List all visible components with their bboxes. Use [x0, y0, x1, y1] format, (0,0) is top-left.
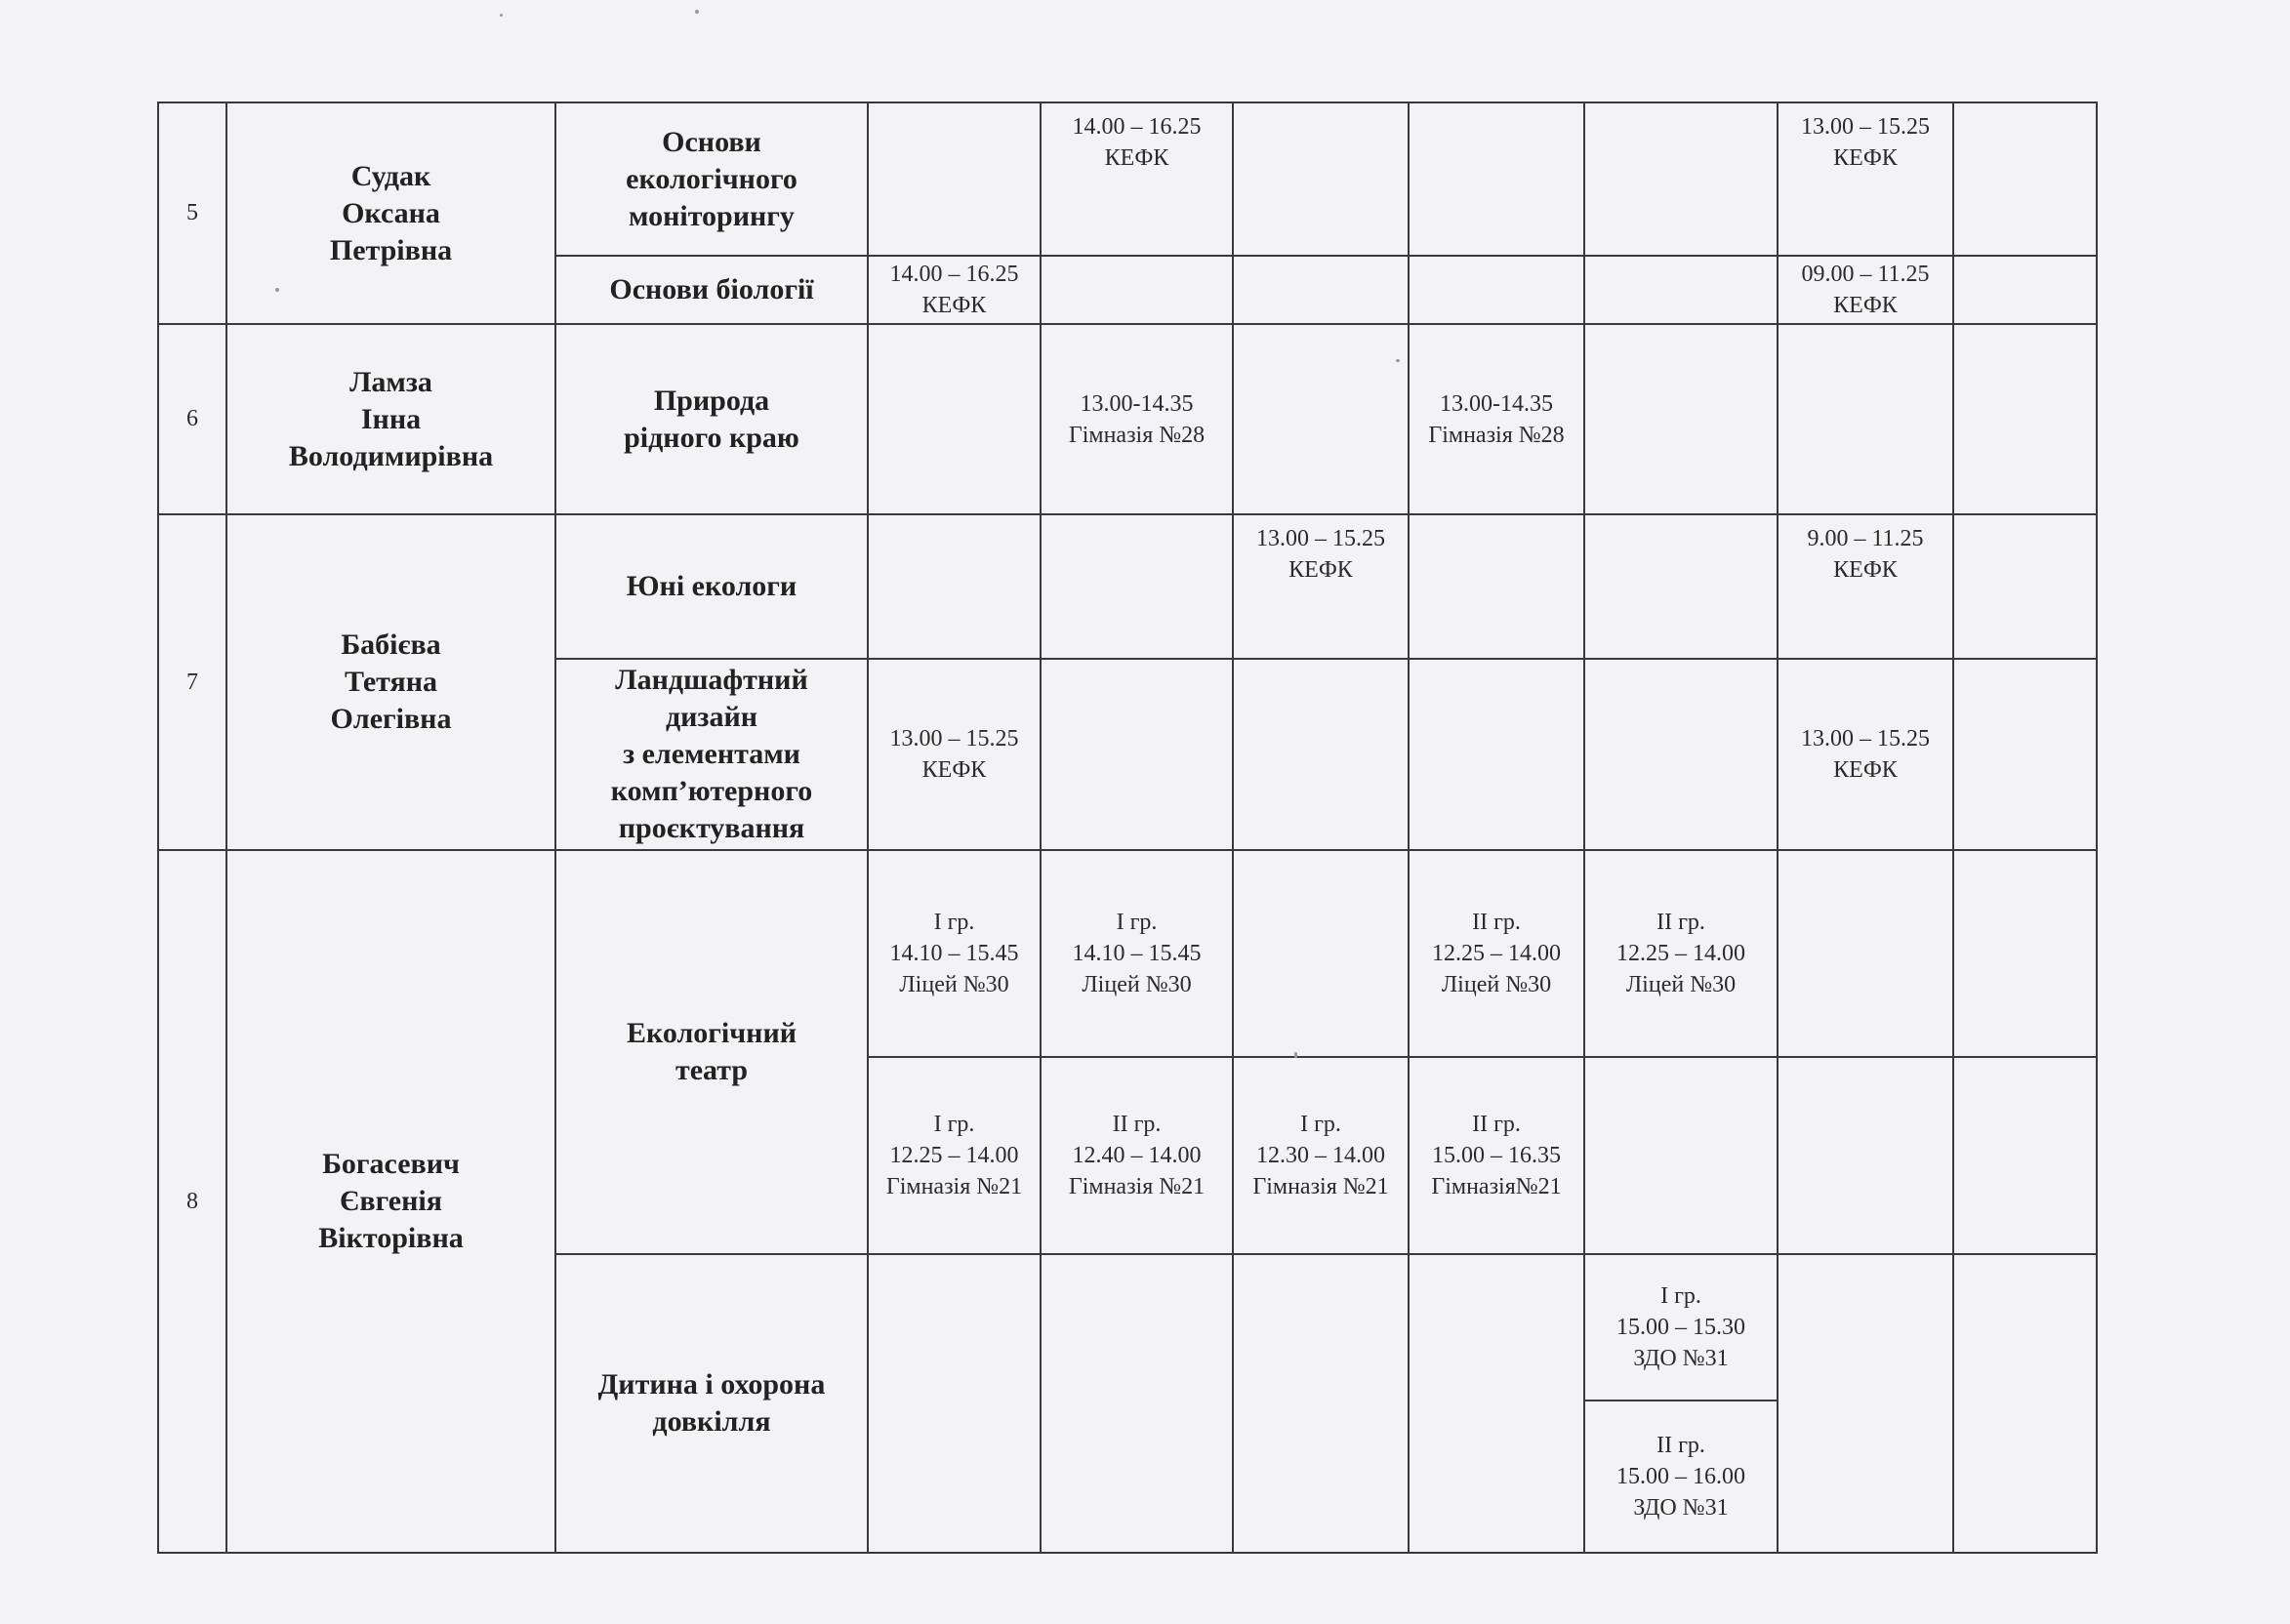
schedule-cell: I гр. 14.10 – 15.45 Ліцей №30	[868, 850, 1041, 1057]
schedule-cell	[1953, 1254, 2097, 1553]
teacher-name: Богасевич Євгенія Вікторівна	[226, 850, 555, 1553]
schedule-cell: 13.00-14.35 Гімназія №28	[1409, 324, 1584, 514]
scan-speck	[1396, 359, 1400, 362]
teacher-name: Ламза Інна Володимирівна	[226, 324, 555, 514]
schedule-cell	[1409, 1254, 1584, 1553]
subject-title: Дитина і охорона довкілля	[555, 1254, 868, 1553]
schedule-cell	[1778, 1057, 1953, 1254]
schedule-cell: I гр. 14.10 – 15.45 Ліцей №30	[1041, 850, 1233, 1057]
schedule-cell	[1041, 1254, 1233, 1553]
schedule-cell	[1584, 659, 1778, 850]
schedule-cell	[1584, 324, 1778, 514]
schedule-cell	[1409, 514, 1584, 659]
schedule-cell	[1953, 324, 2097, 514]
schedule-cell	[1233, 1254, 1409, 1553]
schedule-cell	[868, 1254, 1041, 1553]
schedule-cell: I гр. 15.00 – 15.30 ЗДО №31	[1584, 1254, 1778, 1401]
schedule-cell: II гр. 15.00 – 16.35 Гімназія№21	[1409, 1057, 1584, 1254]
schedule-cell	[1584, 102, 1778, 256]
schedule-cell	[1233, 659, 1409, 850]
teacher-number: 8	[158, 850, 226, 1553]
schedule-cell: 13.00 – 15.25 КЕФК	[1778, 102, 1953, 256]
schedule-cell: II гр. 12.25 – 14.00 Ліцей №30	[1584, 850, 1778, 1057]
table-row	[158, 850, 2097, 1057]
schedule-cell: I гр. 12.25 – 14.00 Гімназія №21	[868, 1057, 1041, 1254]
schedule-cell	[1953, 102, 2097, 256]
teacher-name: Бабієва Тетяна Олегівна	[226, 514, 555, 850]
schedule-cell	[1233, 324, 1409, 514]
schedule-cell	[868, 324, 1041, 514]
schedule-cell	[1778, 850, 1953, 1057]
schedule-cell: 13.00 – 15.25 КЕФК	[1233, 514, 1409, 659]
schedule-cell	[1409, 256, 1584, 324]
scan-speck	[500, 14, 503, 17]
schedule-cell	[1584, 256, 1778, 324]
subject-title: Ландшафтний дизайн з елементами комп’ютерного проєктування	[555, 659, 868, 850]
subject-title: Юні екологи	[555, 514, 868, 659]
schedule-cell	[1041, 514, 1233, 659]
schedule-cell	[1953, 1057, 2097, 1254]
schedule-cell	[868, 102, 1041, 256]
teacher-number: 6	[158, 324, 226, 514]
schedule-cell	[1584, 1057, 1778, 1254]
schedule-cell	[1953, 256, 2097, 324]
schedule-cell	[1953, 514, 2097, 659]
table-row	[158, 514, 2097, 659]
schedule-cell	[1778, 324, 1953, 514]
schedule-cell	[1584, 514, 1778, 659]
scan-speck	[1294, 1052, 1297, 1058]
schedule-cell: 13.00 – 15.25 КЕФК	[868, 659, 1041, 850]
schedule-cell: II гр. 15.00 – 16.00 ЗДО №31	[1584, 1401, 1778, 1553]
schedule-cell	[1233, 102, 1409, 256]
schedule-cell: 14.00 – 16.25 КЕФК	[868, 256, 1041, 324]
subject-title: Природа рідного краю	[555, 324, 868, 514]
schedule-cell: II гр. 12.25 – 14.00 Ліцей №30	[1409, 850, 1584, 1057]
schedule-cell	[1041, 256, 1233, 324]
schedule-cell: 09.00 – 11.25 КЕФК	[1778, 256, 1953, 324]
table-row	[158, 324, 2097, 514]
subject-title: Основи біології	[555, 256, 868, 324]
schedule-cell: II гр. 12.40 – 14.00 Гімназія №21	[1041, 1057, 1233, 1254]
schedule-cell	[1953, 659, 2097, 850]
schedule-table	[157, 102, 2098, 1554]
schedule-cell	[1041, 659, 1233, 850]
schedule-cell: I гр. 12.30 – 14.00 Гімназія №21	[1233, 1057, 1409, 1254]
subject-title: Екологічний театр	[555, 850, 868, 1254]
schedule-cell	[1233, 256, 1409, 324]
subject-title: Основи екологічного моніторингу	[555, 102, 868, 256]
schedule-cell	[1233, 850, 1409, 1057]
schedule-cell	[1778, 1254, 1953, 1553]
teacher-name: Судак Оксана Петрівна	[226, 102, 555, 324]
schedule-cell: 14.00 – 16.25 КЕФК	[1041, 102, 1233, 256]
schedule-cell: 13.00-14.35 Гімназія №28	[1041, 324, 1233, 514]
table-row	[158, 102, 2097, 256]
scan-speck	[695, 10, 699, 14]
schedule-cell: 9.00 – 11.25 КЕФК	[1778, 514, 1953, 659]
schedule-cell	[868, 514, 1041, 659]
schedule-cell	[1409, 102, 1584, 256]
schedule-cell: 13.00 – 15.25 КЕФК	[1778, 659, 1953, 850]
schedule-cell	[1409, 659, 1584, 850]
teacher-number: 5	[158, 102, 226, 324]
schedule-cell	[1953, 850, 2097, 1057]
scan-speck	[275, 288, 279, 292]
teacher-number: 7	[158, 514, 226, 850]
